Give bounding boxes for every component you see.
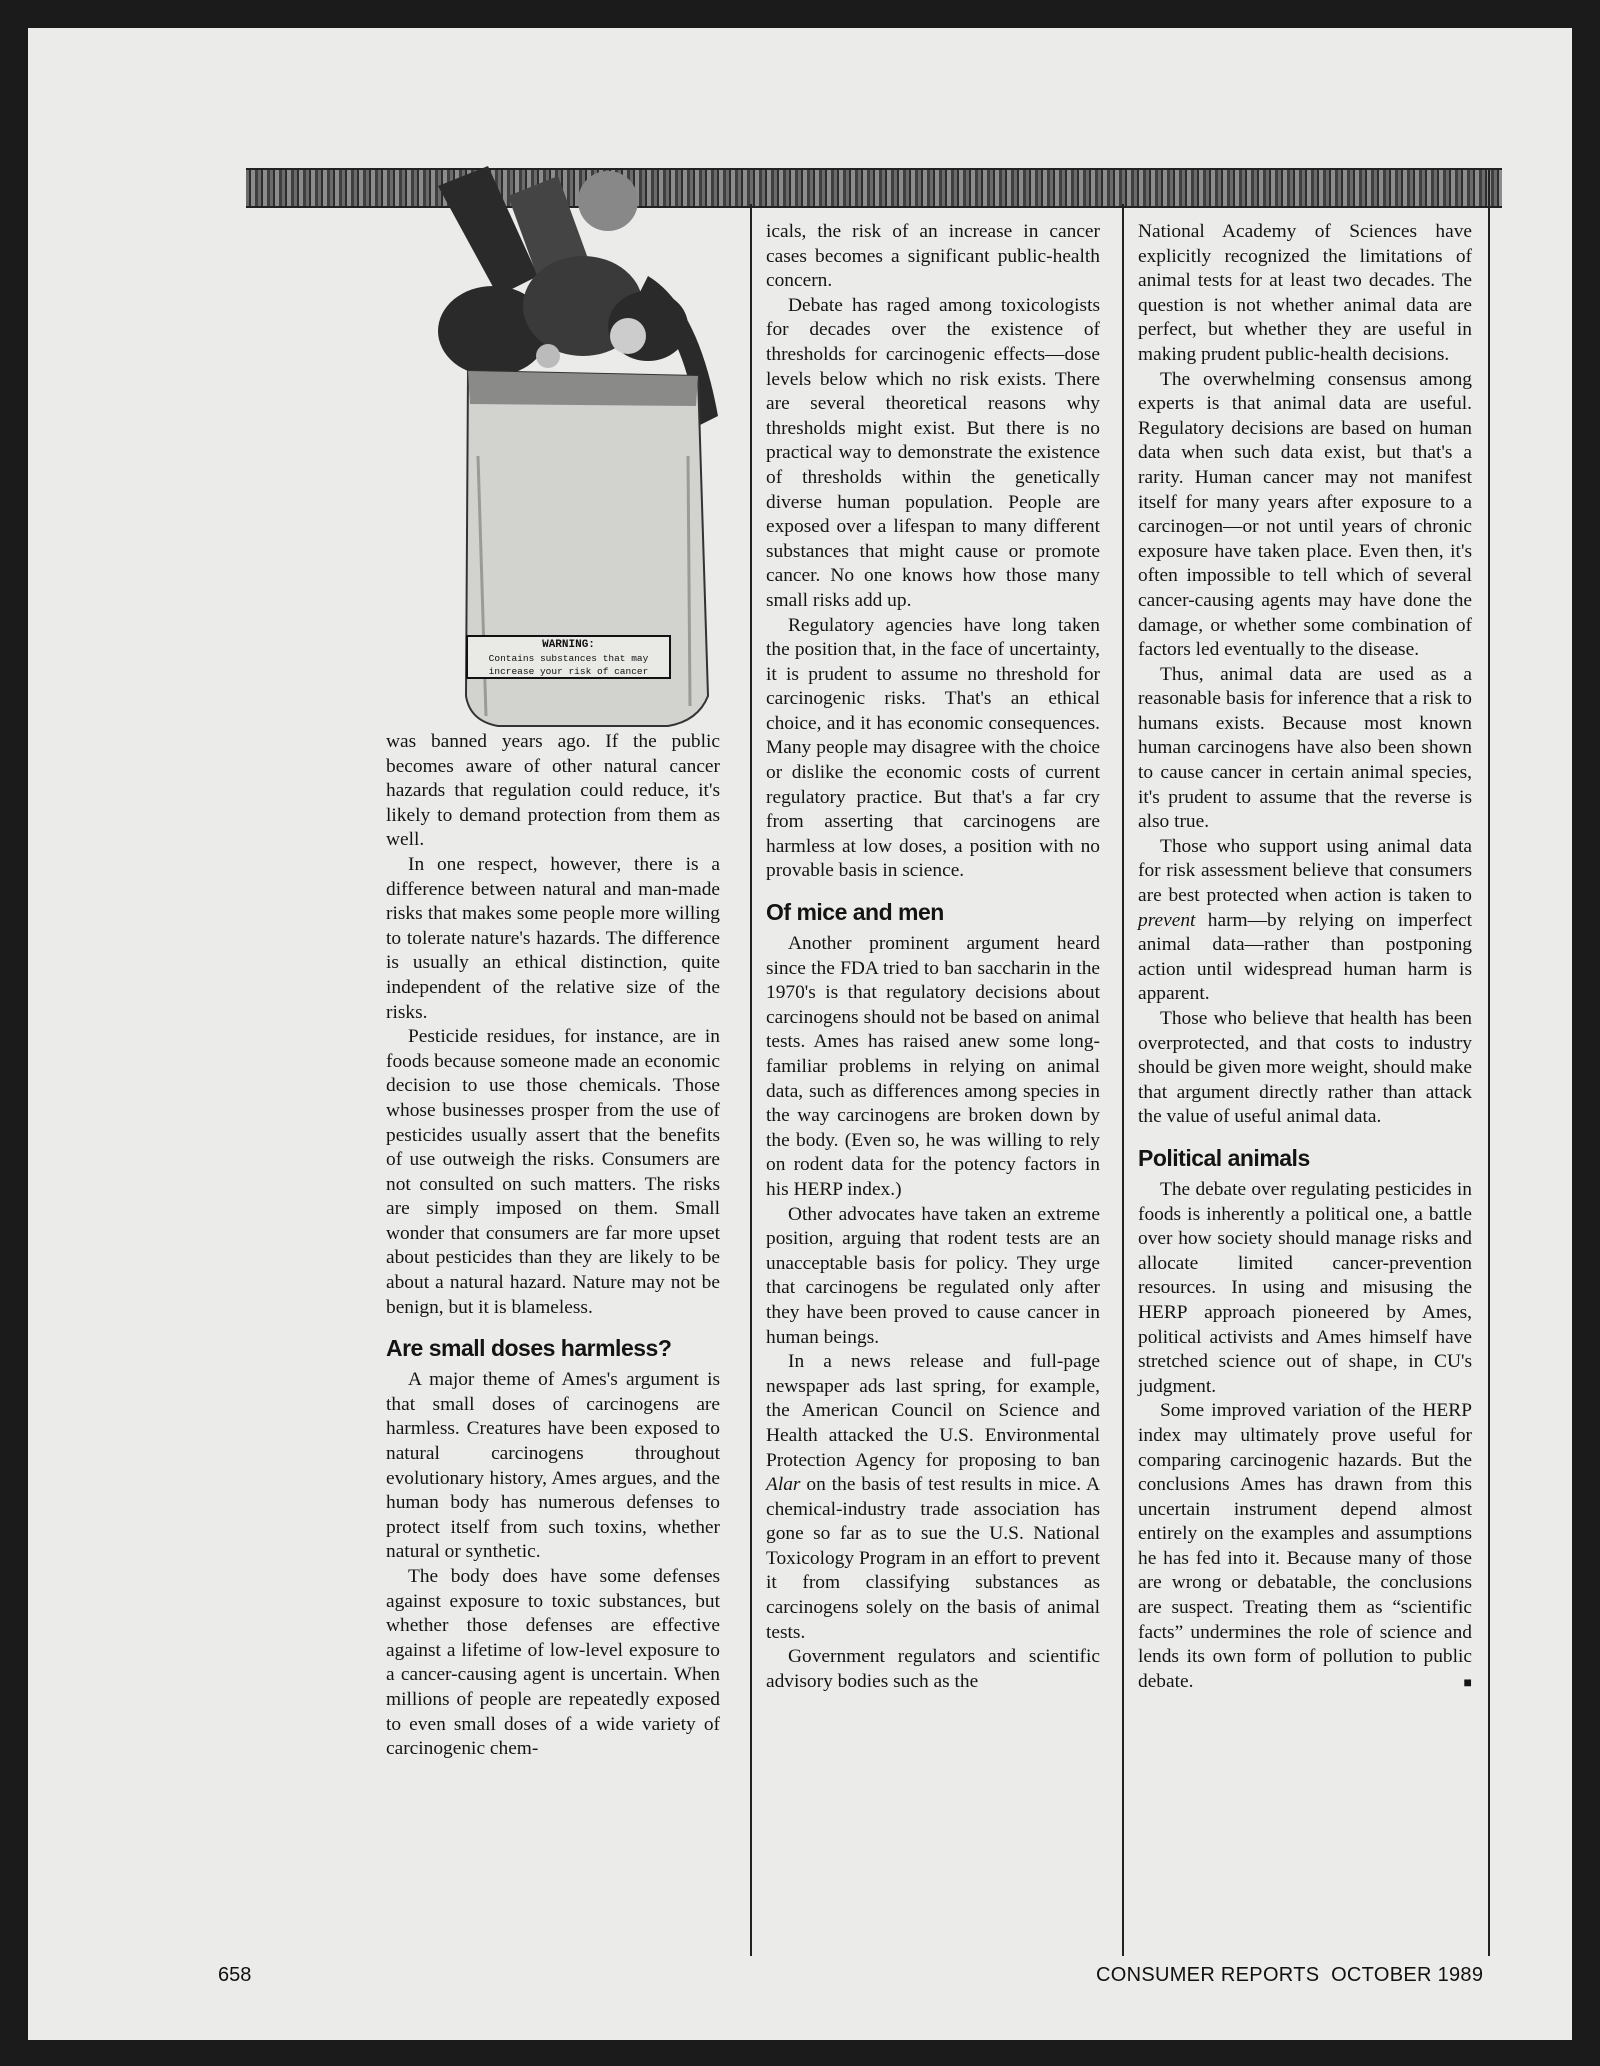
- warning-label-text: Contains substances that may increase your risk of cancer: [488, 653, 649, 677]
- running-footer: [1096, 1964, 1483, 1987]
- paragraph-text: on the basis of test results in mice. A chemical-industry trade association has gone so far as to sue the U.S. National Toxicology Program in an effort to prevent it from classifying substances as carcinogens solely on the basis of animal tests.: [766, 1474, 1100, 1643]
- column-divider: [1488, 168, 1490, 1956]
- paragraph: Those who believe that health has been overprotected, and that costs to industry should be given more weight, should make that argument directly rather than attack the value of useful animal data.: [1138, 1008, 1472, 1128]
- warning-label: [466, 635, 671, 679]
- column-2: [766, 220, 1100, 1694]
- paragraph: Regulatory agencies have long taken the position that, in the face of uncertainty, it is prudent to assume no threshold for carcinogenic risks. That's an ethical choice, and it has economic consequences. Many people may disagree with the choice or dislike the economic costs of current regulatory practice. But that's a far cry from asserting that carcinogens are harmless at low doses, a position with no provable basis in science.: [766, 614, 1100, 882]
- section-heading: Are small doses harmless?: [386, 1335, 672, 1362]
- section-heading: Political animals: [1138, 1144, 1310, 1171]
- column-divider: [750, 204, 752, 1956]
- paragraph: National Academy of Sciences have explicitly recognized the limitations of animal tests for at least two decades. The question is not whether animal data are perfect, but whether they are useful in making prudent public-health decisions.: [1138, 221, 1472, 365]
- emphasis: prevent: [1138, 909, 1196, 931]
- paragraph: [766, 1350, 1100, 1645]
- paragraph: Another prominent argument heard since the FDA tried to ban saccharin in the 1970's is that regulatory decisions about carcinogens should not be based on animal tests. Ames has raised anew some long-familiar problems in relying on animal data, such as differences among species in the way carcinogens are broken down by the body. (Even so, he was willing to rely on rodent data for the potency factors in his HERP index.): [766, 933, 1100, 1200]
- section-heading: Of mice and men: [766, 899, 944, 926]
- magazine-page: [28, 28, 1572, 2040]
- paragraph: A major theme of Ames's argument is that small doses of carcinogens are harmless. Creatures have been exposed to natural carcinogens throughout evolutionary history, Ames argues, and the human body has numerous defenses to protect itself from such toxins, whether natural or synthetic.: [386, 1369, 720, 1563]
- paragraph: Some improved variation of the HERP index may ultimately prove useful for comparing carcinogenic hazards. But the conclusions Ames has drawn from this uncertain instrument depend almost entirely on the examples and assumptions he has fed into it. Because many of those are wrong or debatable, the conclusions are suspect. Treating them as “scientific facts” undermines the role of science and lends its own form of pollution to public debate. ■: [1138, 1399, 1472, 1694]
- paragraph: Pesticide residues, for instance, are in foods because someone made an economic decision to use those chemicals. Those whose businesses prosper from the use of pesticides usually assert that the benefits of use outweigh the risks. Consumers are not consulted on such matters. The risks are simply imposed on them. Small wonder that consumers are far more upset about pesticides than they are likely to be about a natural hazard. Nature may not be benign, but it is blameless.: [386, 1026, 720, 1318]
- column-3: [1138, 220, 1472, 1696]
- paragraph: Debate has raged among toxicologists for decades over the existence of thresholds for carcinogenic effects—dose levels below which no risk exists. There are several theoretical reasons why thresholds might exist. But there is no practical way to demonstrate the existence of thresholds within the genetically diverse human population. People are exposed over a lifespan to many different substances that might cause or promote cancer. No one knows how those many small risks add up.: [766, 294, 1100, 611]
- paragraph: The overwhelming consensus among experts is that animal data are useful. Regulatory decisions are based on human data when such data exist, but that's a rarity. Human cancer may not manifest itself for many years after exposure to a carcinogen—or not until years of chronic exposure have taken place. Even then, it's often impossible to tell which of several cancer-causing agents may have done the damage, or whether some combination of factors led eventually to the disease.: [1138, 368, 1472, 661]
- paragraph: The body does have some defenses against exposure to toxic substances, but whether those defenses are effective against a lifetime of low-level exposure to a cancer-causing agent is uncertain. When millions of people are repeatedly exposed to even small doses of a wide variety of carcinogenic chem-: [386, 1566, 720, 1760]
- emphasis: Alar: [766, 1474, 801, 1496]
- paragraph: icals, the risk of an increase in cancer cases becomes a significant public-health concern.: [766, 221, 1100, 292]
- issue-date: OCTOBER 1989: [1331, 1964, 1484, 1986]
- paragraph-text: harm—by relying on imperfect animal data—rather than postponing action until widespread human harm is apparent.: [1138, 909, 1472, 1005]
- paragraph: Government regulators and scientific advisory bodies such as the: [766, 1646, 1100, 1692]
- paragraph: was banned years ago. If the public becomes aware of other natural cancer hazards that regulation could reduce, it's likely to demand protection from them as well.: [386, 731, 720, 851]
- paragraph: Thus, animal data are used as a reasonable basis for inference that a risk to humans exists. Because most known human carcinogens have also been shown to cause cancer in certain animal species, it's prudent to assume that the reverse is also true.: [1138, 663, 1472, 833]
- column-1: [386, 730, 720, 1762]
- column-divider: [1122, 204, 1124, 1956]
- paragraph: Other advocates have taken an extreme position, arguing that rodent tests are an unacceptable basis for policy. They urge that carcinogens be regulated only after they have been proved to cause cancer in human beings.: [766, 1203, 1100, 1348]
- publication-name: CONSUMER REPORTS: [1096, 1964, 1320, 1986]
- warning-label-title: WARNING:: [542, 639, 595, 651]
- paragraph-text: Those who support using animal data for risk assessment believe that consumers are best protected when action is taken to: [1138, 835, 1472, 907]
- paragraph: [1138, 835, 1472, 1007]
- paragraph: The debate over regulating pesticides in foods is inherently a political one, a battle over how society should manage risks and allocate limited cancer-prevention resources. In using and misusing the HERP approach pioneered by Ames, political activists and Ames himself have stretched science out of shape, in CU's judgment.: [1138, 1178, 1472, 1397]
- page-number: 658: [218, 1964, 252, 1986]
- paragraph: In one respect, however, there is a difference between natural and man-made risks that makes some people more willing to tolerate nature's hazards. The difference is usually an ethical distinction, quite independent of the relative size of the risks.: [386, 853, 720, 1023]
- paragraph-text: In a news release and full-page newspaper ads last spring, for example, the American Council on Science and Health attacked the U.S. Environmental Protection Agency for proposing to ban: [766, 1351, 1100, 1471]
